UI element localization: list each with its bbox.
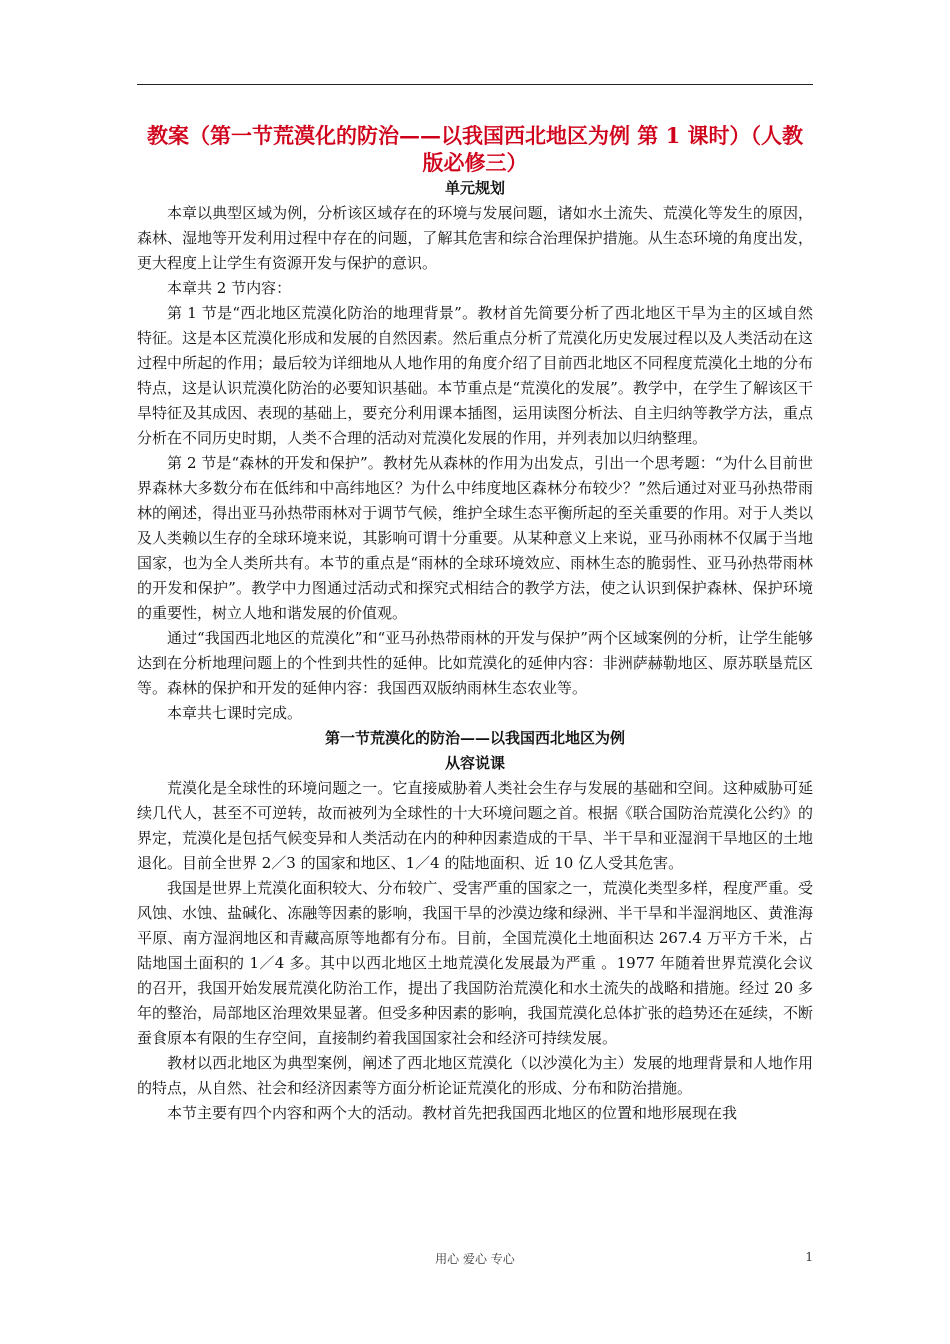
document-sections [137, 176, 813, 1126]
footer-text: 用心 爱心 专心 [435, 1252, 515, 1266]
page-number: 1 [805, 1250, 813, 1264]
body-paragraph: 第 1 节是“西北地区荒漠化防治的地理背景”。教材首先简要分析了西北地区干旱为主的区域自然特征。这是本区荒漠化形成和发展的自然因素。然后重点分析了荒漠化历史发展过程以及人类活动在这过程中所起的作用；最后较为详细地从人地作用的角度介绍了目前西北地区不同程度荒漠化土地的分布特点，这是认识荒漠化防治的必要知识基础。本节重点是“荒漠化的发展”。教学中，在学生了解该区干旱特征及其成因、表现的基础上，要充分利用课本插图，运用读图分析法、自主归纳等教学方法，重点分析在不同历史时期，人类不合理的活动对荒漠化发展的作用，并列表加以归纳整理。 [137, 304, 813, 447]
body-paragraph: 荒漠化是全球性的环境问题之一。它直接威胁着人类社会生存与发展的基础和空间。这种威胁可延续几代人，甚至不可逆转，故而被列为全球性的十大环境问题之首。根据《联合国防治荒漠化公约》的界定，荒漠化是包括气候变异和人类活动在内的种种因素造成的干旱、半干旱和亚湿润干旱地区的土地退化。目前全世界 2／3 的国家和地区、1／4 的陆地面积、近 10 亿人受其危害。 [137, 779, 813, 872]
body-paragraph: 通过“我国西北地区的荒漠化”和“亚马孙热带雨林的开发与保护”两个区域案例的分析，让学生能够达到在分析地理问题上的个性到共性的延伸。比如荒漠化的延伸内容：非洲萨赫勒地区、原苏联垦荒区等。森林的保护和开发的延伸内容：我国西双版纳雨林生态农业等。 [137, 629, 813, 697]
header-rule [137, 84, 813, 85]
body-paragraph: 第 2 节是“森林的开发和保护”。教材先从森林的作用为出发点，引出一个思考题：“为什么目前世界森林大多数分布在低纬和中高纬地区？为什么中纬度地区森林分布较少？”然后通过对亚马孙热带雨林的阐述，得出亚马孙热带雨林对于调节气候，维护全球生态平衡所起的至关重要的作用。对于人类以及人类赖以生存的全球环境来说，其影响可谓十分重要。从某种意义上来说，亚马孙雨林不仅属于当地国家，也为全人类所共有。本节的重点是“雨林的全球环境效应、雨林生态的脆弱性、亚马孙热带雨林的开发和保护”。教学中力图通过活动式和探究式相结合的教学方法，使之认识到保护森林、保护环境的重要性，树立人地和谐发展的价值观。 [137, 454, 813, 622]
section-heading: 单元规划 [444, 179, 505, 197]
body-paragraph: 本章共 2 节内容： [167, 279, 292, 297]
body-paragraph: 本章共七课时完成。 [167, 704, 303, 722]
body-paragraph: 本章以典型区域为例，分析该区域存在的环境与发展问题，诸如水土流失、荒漠化等发生的原因，森林、湿地等开发利用过程中存在的问题，了解其危害和综合治理保护措施。从生态环境的角度出发，更大程度上让学生有资源开发与保护的意识。 [137, 204, 813, 272]
body-paragraph: 本节主要有四个内容和两个大的活动。教材首先把我国西北地区的位置和地形展现在我 [167, 1104, 738, 1122]
document-title: 教案（第一节荒漠化的防治——以我国西北地区为例 第 1 课时）（人教版必修三） [146, 123, 804, 175]
section-heading: 第一节荒漠化的防治——以我国西北地区为例 [324, 729, 625, 747]
document-body [137, 122, 813, 1126]
section-heading: 从容说课 [444, 754, 505, 772]
body-paragraph: 教材以西北地区为典型案例，阐述了西北地区荒漠化（以沙漠化为主）发展的地理背景和人地作用的特点，从自然、社会和经济因素等方面分析论证荒漠化的形成、分布和防治措施。 [137, 1054, 813, 1097]
body-paragraph: 我国是世界上荒漠化面积较大、分布较广、受害严重的国家之一，荒漠化类型多样，程度严重。受风蚀、水蚀、盐碱化、冻融等因素的影响，我国干旱的沙漠边缘和绿洲、半干旱和半湿润地区、黄淮海平原、南方湿润地区和青藏高原等地都有分布。目前，全国荒漠化土地面积达 267.4 万平方千米，占陆地国土面积的 1／4 多。其中以西北地区土地荒漠化发展最为严重 。1977 年随着世界荒漠化会议的召开，我国开始发展荒漠化防治工作，提出了我国防治荒漠化和水土流失的战略和措施。经过 20 多年的整治，局部地区治理效果显著。但受多种因素的影响，我国荒漠化总体扩张的趋势还在延续，不断蚕食原本有限的生存空间，直接制约着我国国家社会和经济可持续发展。 [137, 879, 813, 1047]
